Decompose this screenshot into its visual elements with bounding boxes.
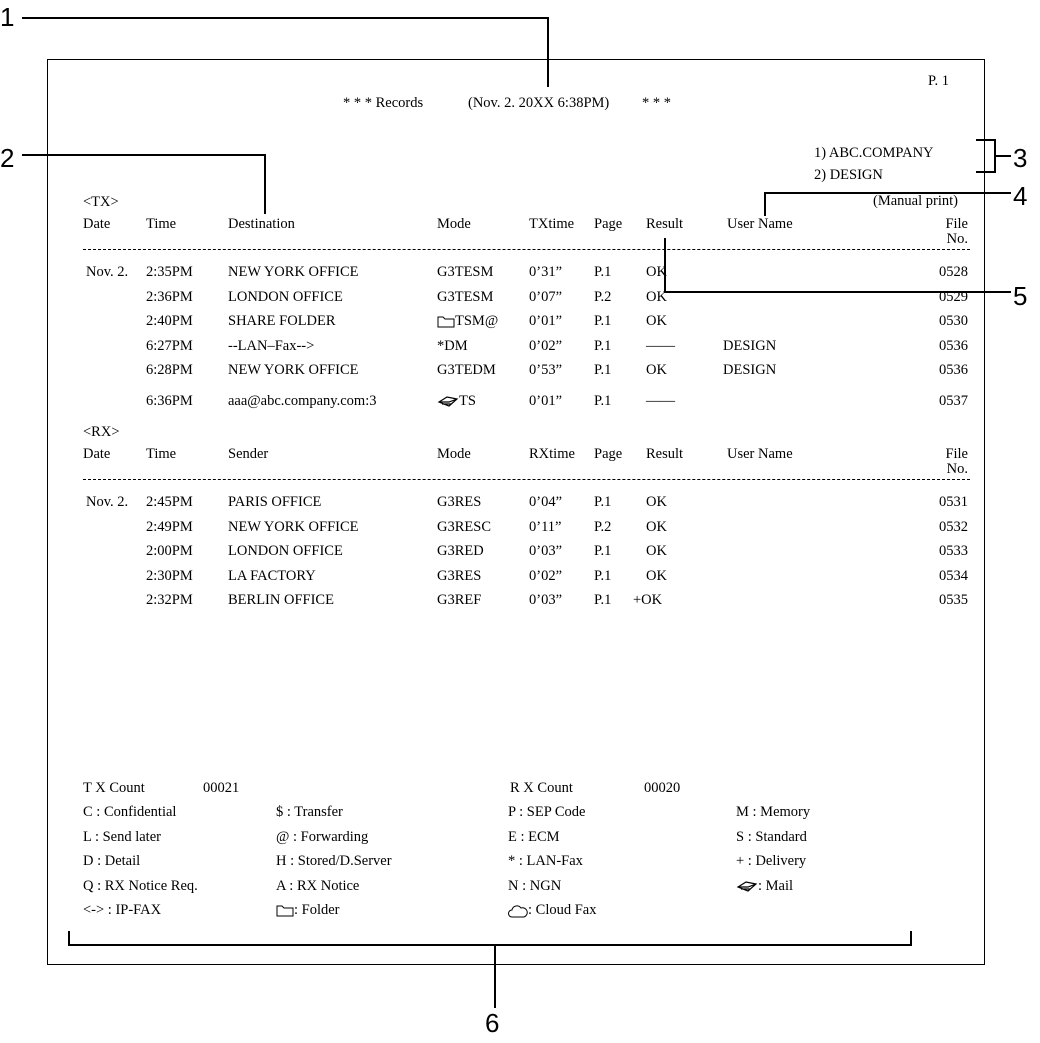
rx-result: +OK — [633, 592, 663, 608]
rx-mode: G3RED — [437, 543, 484, 559]
rx-result: OK — [646, 494, 667, 510]
tx-count-label: T X Count — [83, 780, 145, 796]
callout-1: 1 — [0, 2, 15, 32]
tx-date: Nov. 2. — [86, 264, 129, 280]
tx-page: P.1 — [594, 313, 612, 329]
tx-result: —— — [646, 337, 675, 354]
tx-file-no: 0536 — [939, 362, 968, 378]
legend-item: * : LAN-Fax — [508, 853, 583, 869]
tx-result: —— — [646, 392, 675, 409]
tx-col-destination: Destination — [228, 216, 295, 232]
rx-col-time: Time — [146, 446, 177, 462]
rx-party: BERLIN OFFICE — [228, 592, 334, 608]
report-title-suffix: * * * — [642, 95, 671, 111]
rx-mode: G3RESC — [437, 518, 491, 535]
rx-time: 2:00PM — [146, 543, 193, 559]
rx-page: P.1 — [594, 494, 612, 510]
tx-col-mode: Mode — [437, 216, 471, 232]
legend-item: N : NGN — [508, 877, 562, 894]
callout-6: 6 — [485, 1008, 500, 1038]
tx-mode: TS — [437, 393, 476, 410]
rx-result: OK — [646, 518, 667, 535]
tx-party: NEW YORK OFFICE — [228, 362, 359, 378]
rx-col-mode: Mode — [437, 446, 471, 462]
rx-time: 2:49PM — [146, 518, 193, 535]
legend-item: P : SEP Code — [508, 804, 586, 820]
rx-time: 2:32PM — [146, 592, 193, 608]
rx-col-file: File — [945, 446, 968, 462]
tx-time: 6:27PM — [146, 337, 193, 354]
tx-duration: 0’07” — [529, 288, 563, 305]
rx-time: 2:30PM — [146, 567, 193, 584]
tx-col-file: File — [945, 216, 968, 232]
leader-line-1h — [22, 17, 549, 19]
report-sheet — [47, 59, 985, 965]
tx-duration: 0’01” — [529, 392, 563, 409]
tx-time: 6:28PM — [146, 362, 193, 378]
rx-page: P.1 — [594, 543, 612, 559]
rx-party: PARIS OFFICE — [228, 494, 322, 510]
tx-result: OK — [646, 288, 667, 305]
tx-party: aaa@abc.company.com:3 — [228, 392, 377, 409]
tx-page: P.2 — [594, 288, 612, 305]
rx-mode: G3RES — [437, 567, 482, 584]
tx-page: P.1 — [594, 264, 612, 280]
tx-mode: *DM — [437, 337, 468, 354]
legend-item: <-> : IP-FAX — [83, 902, 162, 918]
legend-item: + : Delivery — [736, 853, 807, 869]
legend-item: S : Standard — [736, 828, 807, 845]
folder-icon — [276, 904, 294, 917]
company-name: 1) ABC.COMPANY — [814, 145, 934, 161]
tx-user: DESIGN — [723, 337, 777, 354]
tx-col-user-name: User Name — [727, 216, 793, 232]
tx-time: 2:35PM — [146, 264, 193, 280]
rx-col-result: Result — [646, 446, 684, 462]
rx-mode: G3REF — [437, 592, 482, 608]
rx-col-file-no: No. — [946, 461, 968, 477]
rx-count-label: R X Count — [510, 780, 573, 796]
legend-item: $ : Transfer — [276, 804, 343, 820]
report-title-date: (Nov. 2. 20XX 6:38PM) — [468, 95, 610, 111]
rx-file-no: 0531 — [939, 494, 968, 510]
tx-col-txtime: TXtime — [529, 216, 575, 232]
rx-duration: 0’03” — [529, 592, 563, 608]
legend-item: H : Stored/D.Server — [276, 853, 392, 869]
rx-col-rxtime: RXtime — [529, 446, 575, 462]
tx-result: OK — [646, 313, 667, 329]
report-title-prefix: * * * Records — [343, 95, 424, 111]
rx-col-page: Page — [594, 446, 623, 462]
rx-duration: 0’03” — [529, 543, 563, 559]
rx-section-label: <RX> — [83, 424, 120, 440]
callout-4: 4 — [1013, 181, 1028, 211]
rx-file-no: 0535 — [939, 592, 968, 608]
tx-duration: 0’02” — [529, 337, 563, 354]
tx-mode: TSM@ — [437, 313, 498, 330]
rx-page: P.2 — [594, 518, 612, 535]
tx-mode: G3TEDM — [437, 362, 496, 378]
rx-party: LA FACTORY — [228, 567, 316, 584]
callout-5: 5 — [1013, 281, 1028, 311]
leader-line-3h — [996, 155, 1011, 157]
folder-icon — [437, 315, 455, 328]
tx-time: 6:36PM — [146, 392, 193, 409]
legend-item: M : Memory — [736, 804, 811, 820]
tx-time: 2:36PM — [146, 288, 193, 305]
tx-col-page: Page — [594, 216, 623, 232]
legend-item: E : ECM — [508, 828, 560, 845]
rx-mode: G3RES — [437, 494, 482, 510]
rx-header-divider — [83, 479, 970, 480]
legend-item: C : Confidential — [83, 804, 177, 820]
cloud-icon — [508, 904, 528, 918]
mail-icon — [437, 395, 459, 408]
legend-item: : Mail — [736, 878, 793, 895]
tx-party: NEW YORK OFFICE — [228, 264, 359, 280]
rx-file-no: 0532 — [939, 518, 968, 535]
rx-duration: 0’04” — [529, 494, 563, 510]
tx-mode: G3TESM — [437, 264, 494, 280]
tx-party: LONDON OFFICE — [228, 288, 343, 305]
tx-result: OK — [646, 362, 667, 378]
tx-file-no: 0530 — [939, 313, 968, 329]
tx-header-divider — [83, 249, 970, 250]
tx-time: 2:40PM — [146, 313, 193, 329]
tx-page: P.1 — [594, 362, 612, 378]
callout-2: 2 — [0, 143, 15, 173]
rx-party: LONDON OFFICE — [228, 543, 343, 559]
legend-item: : Folder — [276, 902, 340, 919]
rx-file-no: 0533 — [939, 543, 968, 559]
tx-duration: 0’01” — [529, 313, 563, 329]
legend-item: Q : RX Notice Req. — [83, 877, 198, 894]
rx-col-user-name: User Name — [727, 446, 793, 462]
legend-item: A : RX Notice — [276, 877, 360, 894]
tx-file-no: 0537 — [939, 392, 968, 409]
rx-date: Nov. 2. — [86, 494, 129, 510]
tx-count-value: 00021 — [203, 780, 240, 796]
tx-duration: 0’53” — [529, 362, 563, 378]
department-name: 2) DESIGN — [814, 167, 883, 183]
legend-item: : Cloud Fax — [508, 902, 596, 919]
tx-col-date: Date — [83, 216, 111, 232]
tx-party: SHARE FOLDER — [228, 313, 336, 329]
tx-page: P.1 — [594, 337, 612, 354]
rx-col-sender: Sender — [228, 446, 269, 462]
rx-result: OK — [646, 543, 667, 559]
tx-result: OK — [646, 264, 667, 280]
rx-page: P.1 — [594, 592, 612, 608]
page-number: P. 1 — [928, 73, 949, 89]
tx-section-label: <TX> — [83, 194, 119, 210]
rx-party: NEW YORK OFFICE — [228, 518, 359, 535]
rx-result: OK — [646, 567, 667, 584]
legend-item: @ : Forwarding — [276, 828, 369, 845]
tx-party: --LAN–Fax--> — [228, 337, 315, 354]
tx-col-time: Time — [146, 216, 177, 232]
rx-duration: 0’02” — [529, 567, 563, 584]
callout-3: 3 — [1013, 143, 1028, 173]
rx-col-date: Date — [83, 446, 111, 462]
rx-page: P.1 — [594, 567, 612, 584]
rx-duration: 0’11” — [529, 518, 562, 535]
legend-item: L : Send later — [83, 828, 161, 845]
mail-icon — [736, 880, 758, 893]
tx-file-no: 0528 — [939, 264, 968, 280]
rx-time: 2:45PM — [146, 494, 193, 510]
rx-file-no: 0534 — [939, 567, 968, 584]
legend-item: D : Detail — [83, 853, 141, 869]
tx-file-no: 0536 — [939, 337, 968, 354]
tx-page: P.1 — [594, 392, 612, 409]
tx-file-no: 0529 — [939, 288, 968, 305]
tx-col-file-no: No. — [946, 231, 968, 247]
tx-mode: G3TESM — [437, 288, 494, 305]
rx-count-value: 00020 — [644, 780, 681, 796]
tx-duration: 0’31” — [529, 264, 563, 280]
manual-print-label: (Manual print) — [873, 193, 958, 209]
tx-user: DESIGN — [723, 362, 777, 378]
tx-col-result: Result — [646, 216, 687, 233]
